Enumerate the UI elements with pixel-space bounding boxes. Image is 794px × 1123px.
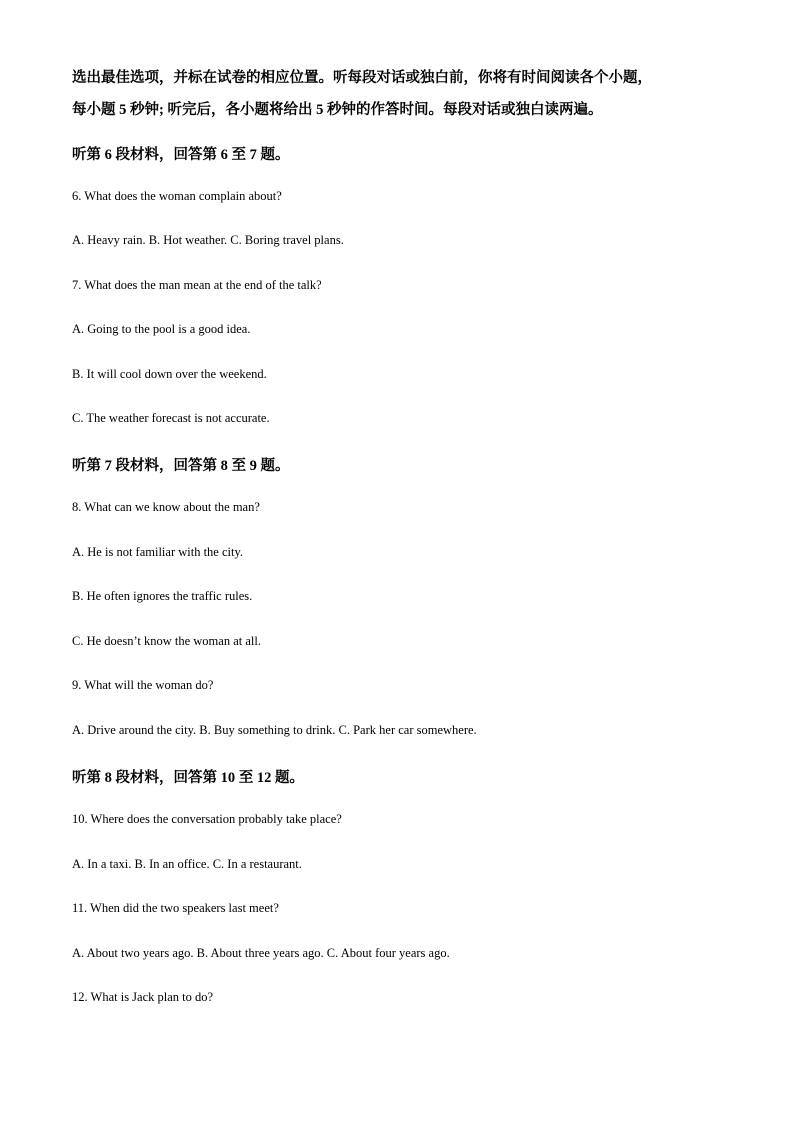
question-8-option-b: B. He often ignores the traffic rules. — [72, 589, 253, 603]
question-7-option-a: A. Going to the pool is a good idea. — [72, 322, 251, 336]
question-6-options: A. Heavy rain. B. Hot weather. C. Boring travel plans. — [72, 233, 344, 247]
question-7: 7. What does the man mean at the end of the talk? — [72, 278, 322, 292]
question-8-option-a: A. He is not familiar with the city. — [72, 545, 244, 559]
section-heading-8: 听第 8 段材料，回答第 10 至 12 题。 — [72, 770, 304, 786]
question-7-option-c: C. The weather forecast is not accurate. — [72, 411, 270, 425]
question-12: 12. What is Jack plan to do? — [72, 990, 214, 1004]
question-9: 9. What will the woman do? — [72, 678, 214, 692]
question-11: 11. When did the two speakers last meet? — [72, 901, 279, 915]
question-10-options: A. In a taxi. B. In an office. C. In a restaurant. — [72, 857, 302, 871]
question-9-options: A. Drive around the city. B. Buy something to drink. C. Park her car somewhere. — [72, 723, 477, 737]
question-11-options: A. About two years ago. B. About three years ago. C. About four years ago. — [72, 946, 450, 960]
question-10: 10. Where does the conversation probably take place? — [72, 812, 342, 826]
instruction-line-1: 选出最佳选项，并标在试卷的相应位置。听每段对话或独白前，你将有时间阅读各个小题， — [72, 70, 652, 86]
question-6: 6. What does the woman complain about? — [72, 189, 282, 203]
question-7-option-b: B. It will cool down over the weekend. — [72, 367, 267, 381]
section-heading-7: 听第 7 段材料，回答第 8 至 9 题。 — [72, 458, 290, 474]
question-8: 8. What can we know about the man? — [72, 500, 260, 514]
instruction-line-2: 每小题 5 秒钟; 听完后，各小题将给出 5 秒钟的作答时间。每段对话或独白读两遍。 — [72, 102, 603, 118]
section-heading-6: 听第 6 段材料，回答第 6 至 7 题。 — [72, 147, 290, 163]
question-8-option-c: C. He doesn’t know the woman at all. — [72, 634, 261, 648]
